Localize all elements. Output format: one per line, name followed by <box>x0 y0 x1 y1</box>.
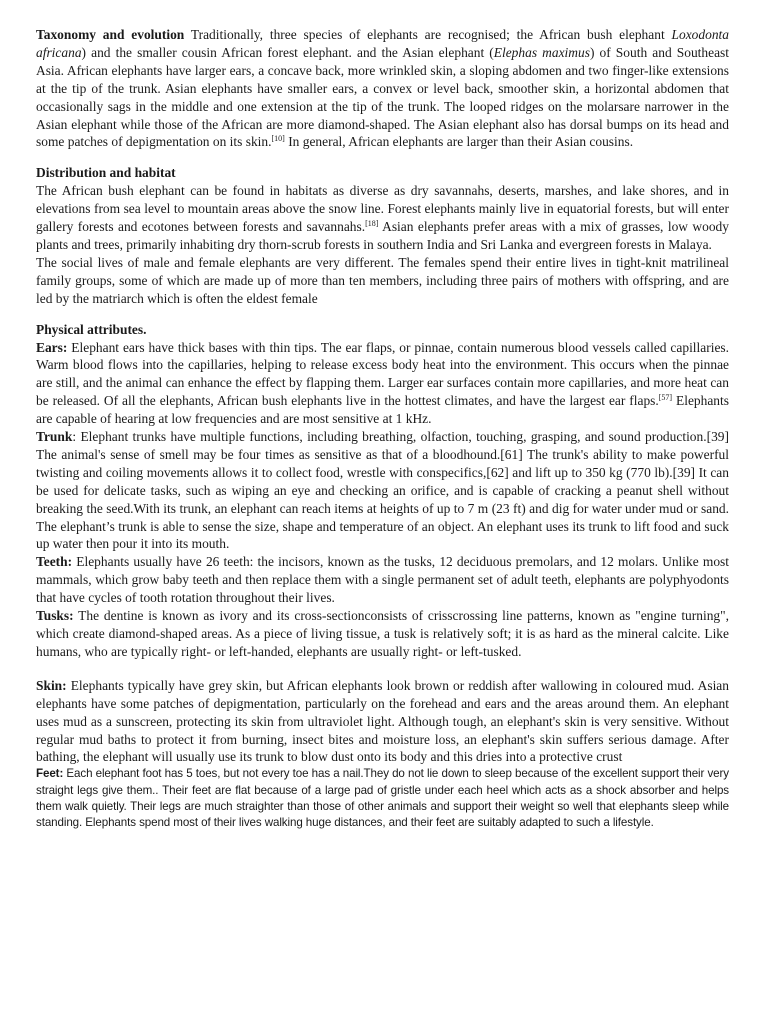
distribution-paragraph <box>36 182 729 254</box>
teeth-paragraph <box>36 553 729 607</box>
skin-label: Skin: <box>36 677 67 693</box>
ears-text-1: Elephant ears have thick bases with thin tips. The ear flaps, or pinnae, contain numerous blood vessels called capillaries. Warm blood flows into the capillaries, helping to release excess body heat into the environment. This occurs when the pinnae are still, and the animal can enhance the effect by flapping them. Larger ear surfaces contain more capillaries, and more heat can be released. Of all the elephants, African bush elephants live in the hottest climates, and have the largest ear flaps. <box>36 339 729 409</box>
trunk-paragraph <box>36 428 729 553</box>
taxonomy-text-4: In general, African elephants are larger than their Asian cousins. <box>284 134 634 150</box>
citation-10: [10] <box>271 134 285 144</box>
taxonomy-species-african: Loxodonta africana <box>36 27 729 60</box>
section-gap <box>36 151 729 164</box>
ears-label: Ears: <box>36 339 68 355</box>
tusks-label: Tusks: <box>36 608 74 624</box>
teeth-label: Teeth: <box>36 554 73 570</box>
distribution-heading: Distribution and habitat <box>36 165 176 181</box>
taxonomy-text-2: ) and the smaller cousin African forest elephant. and the Asian elephant ( <box>81 44 494 60</box>
distribution-text-2: Asian elephants prefer areas with a mix of grasses, low woody plants and trees, primarily inhabiting dry thorn-scrub forests in southern India and Sri Lanka and evergreen forests in Malaya. <box>36 219 729 252</box>
trunk-text: : Elephant trunks have multiple functions, including breathing, olfaction, touching, grasping, and sound production.[39] The animal's sense of smell may be four times as sensitive as that of a bloodhound.[61] The trunk's ability to make powerful twisting and coiling movements allows it to collect food, wrestle with conspecifics,[62] and lift up to 350 kg (770 lb).[39] It can be used for delicate tasks, such as wiping an eye and checking an orifice, and is capable of cracking a peanut shell without breaking the seed.With its trunk, an elephant can reach items at heights of up to 7 m (23 ft) and dig for water under mud or sand. The elephant’s trunk is able to sense the size, shape and temperature of an object. An elephant uses its trunk to lift food and suck up water then pour it into its mouth. <box>36 429 729 552</box>
skin-paragraph <box>36 677 729 767</box>
feet-paragraph <box>36 766 729 831</box>
taxonomy-text-1: Traditionally, three species of elephants are recognised; the African bush elephant <box>184 27 672 42</box>
teeth-text: Elephants usually have 26 teeth: the incisors, known as the tusks, 12 deciduous premolars, and 12 molars. Unlike most mammals, which grow baby teeth and then replace them with a single permanent set of adult teeth, elephants are polyphyodonts that have cycles of tooth rotation throughout their lives. <box>36 554 729 606</box>
section-gap <box>36 661 729 677</box>
skin-text: Elephants typically have grey skin, but African elephants look brown or reddish after wallowing in coloured mud. Asian elephants have some patches of depigmentation, particularly on the forehead and ears and the areas around them. An elephant uses mud as a sunscreen, protecting its skin from ultraviolet light. Although tough, an elephant's skin is very sensitive. Without regular mud baths to protect it from burning, insect bites and moisture loss, an elephant's skin suffers serious damage. After bathing, the elephant will usually use its trunk to blow dust onto its body and this dries into a protective crust <box>36 677 729 765</box>
tusks-paragraph <box>36 607 729 661</box>
citation-18: [18] <box>365 219 379 229</box>
trunk-label: Trunk <box>36 429 73 445</box>
physical-heading: Physical attributes. <box>36 321 147 337</box>
taxonomy-text-3: ) of South and Southeast Asia. African elephants have larger ears, a concave back, more wrinkled skin, a sloping abdomen and two finger-like extensions at the tip of the trunk. Asian elephants have smaller ears, a convex or level back, smoother skin, a horizontal abdomen that occasionally sags in the middle and one extension at the tip of the trunk. The looped ridges on the molarsare narrower in the Asian elephant while those of the African are more diamond-shaped. The Asian elephant also has dorsal bumps on its head and some patches of depigmentation on its skin. <box>36 44 730 150</box>
distribution-text-1: The African bush elephant can be found in habitats as diverse as dry savannahs, deserts, marshes, and lake shores, and in elevations from sea level to mountain areas above the snow line. Forest elephants mainly live in equatorial forests, but will enter gallery forests and ecotones between forests and savannahs. <box>36 183 729 235</box>
document-page <box>36 26 729 832</box>
ears-text-2: Elephants are capable of hearing at low frequencies and are most sensitive at 1 kHz. <box>36 393 729 427</box>
ears-paragraph <box>36 339 729 429</box>
citation-57: [57] <box>658 393 673 403</box>
taxonomy-species-asian: Elephas maximus <box>493 44 590 60</box>
section-gap <box>36 308 729 321</box>
taxonomy-paragraph <box>36 26 729 151</box>
feet-text: Each elephant foot has 5 toes, but not every toe has a nail.They do not lie down to sleep because of the excellent support their very straight legs give them.. Their feet are flat because of a large pad of gristle under each heel which acts as a shock absorber and helps them walk quietly. Their legs are much straighter than those of other animals and support their weight so well that elephants sleep while standing. Elephants spend most of their lives walking huge distances, and their feet are suitably adapted to such a lifestyle. <box>36 767 729 830</box>
taxonomy-heading: Taxonomy and evolution <box>36 27 185 42</box>
feet-label: Feet: <box>36 767 64 781</box>
tusks-text: The dentine is known as ivory and its cross-sectionconsists of crisscrossing line patterns, known as "engine turning", which create diamond-shaped areas. As a piece of living tissue, a tusk is relatively soft; it is as hard as the mineral calcite. Like humans, who are typically right- or left-handed, elephants are usually right- or left-tusked. <box>36 608 729 659</box>
social-paragraph: The social lives of male and female elephants are very different. The females spend their entire lives in tight-knit matrilineal family groups, some of which are made up of more than ten members, including three pairs of mothers with offspring, and are led by the matriarch which is often the eldest female <box>36 254 729 306</box>
